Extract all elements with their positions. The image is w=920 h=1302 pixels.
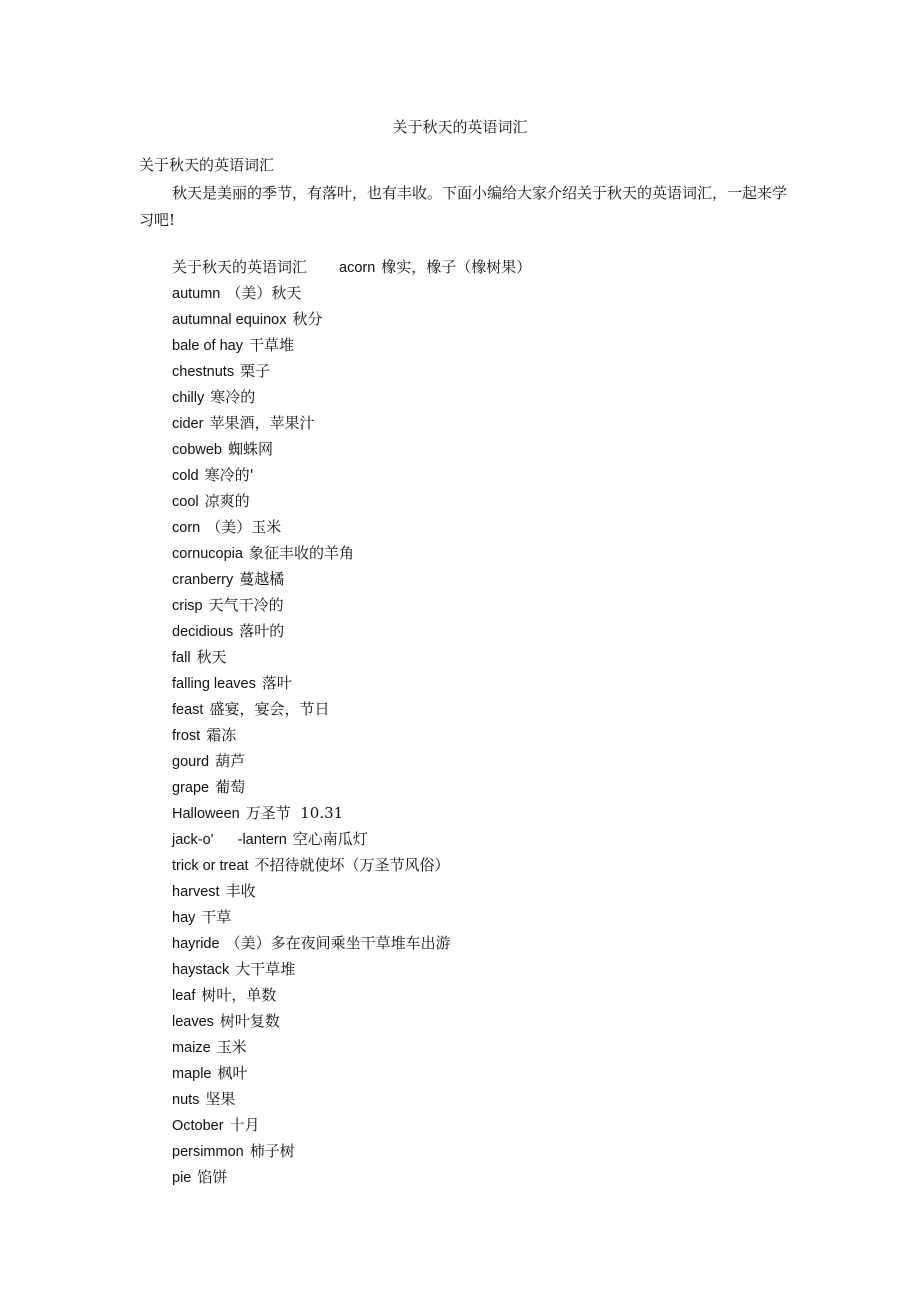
- term-zh: 苹果酒，苹果汁: [209, 414, 315, 432]
- term-zh: 橡实，橡子（橡树果）: [381, 258, 532, 276]
- term-en: cool: [172, 494, 199, 510]
- term-en: feast: [172, 702, 204, 718]
- term-zh: 树叶复数: [219, 1012, 280, 1030]
- term-zh: 秋分: [292, 310, 323, 328]
- term-zh: 十月: [229, 1116, 260, 1134]
- term-zh: 寒冷的': [204, 466, 254, 484]
- term-en: falling leaves: [172, 676, 256, 692]
- list-item: [172, 802, 531, 828]
- term-en: bale of hay: [172, 338, 243, 354]
- term-en: fall: [172, 650, 191, 666]
- term-en: acorn: [339, 260, 376, 276]
- term-en: cold: [172, 468, 199, 484]
- term-en: frost: [172, 728, 201, 744]
- term-en: chestnuts: [172, 364, 235, 380]
- term-zh: 蔓越橘: [239, 570, 285, 588]
- list-item: [172, 906, 531, 932]
- list-item: [172, 1062, 531, 1088]
- term-zh: 秋天: [196, 648, 227, 666]
- term-en: cornucopia: [172, 546, 243, 562]
- term-zh: 落叶: [261, 674, 292, 692]
- list-item: [172, 360, 531, 386]
- list-item: [172, 828, 531, 854]
- term-zh: 柿子树: [249, 1142, 295, 1160]
- term-en: hay: [172, 910, 196, 926]
- term-zh: 馅饼: [197, 1168, 228, 1186]
- section-heading: 关于秋天的英语词汇: [139, 156, 275, 174]
- term-zh: 树叶，单数: [201, 986, 277, 1004]
- list-item: [172, 256, 531, 282]
- list-item: [172, 282, 531, 308]
- term-zh: 玉米: [216, 1038, 247, 1056]
- list-item: [172, 568, 531, 594]
- list-item: [172, 516, 531, 542]
- term-en: decidious: [172, 624, 234, 640]
- list-item: [172, 464, 531, 490]
- vocabulary-list: [172, 256, 531, 1192]
- list-item: [172, 620, 531, 646]
- term-zh: 不招待就使坏（万圣节风俗）: [254, 856, 450, 874]
- list-item: [172, 1088, 531, 1114]
- term-en: jack-o' -lantern: [172, 832, 287, 848]
- term-en: pie: [172, 1170, 192, 1186]
- list-item: [172, 1114, 531, 1140]
- term-en: autumn: [172, 286, 221, 302]
- term-zh: 天气干冷的: [208, 596, 284, 614]
- term-zh: 葡萄: [215, 778, 246, 796]
- term-en: Halloween: [172, 806, 240, 822]
- list-item: [172, 334, 531, 360]
- list-item: [172, 1140, 531, 1166]
- list-heading: 关于秋天的英语词汇: [172, 258, 308, 276]
- term-en: harvest: [172, 884, 220, 900]
- term-en: nuts: [172, 1092, 200, 1108]
- term-zh: 蜘蛛网: [227, 440, 273, 458]
- list-item: [172, 1010, 531, 1036]
- term-zh: 凉爽的: [204, 492, 250, 510]
- term-zh: 栗子: [240, 362, 271, 380]
- list-item: [172, 880, 531, 906]
- list-item: [172, 750, 531, 776]
- term-en: crisp: [172, 598, 203, 614]
- list-item: [172, 542, 531, 568]
- term-zh: 空心南瓜灯: [292, 830, 368, 848]
- term-en: cobweb: [172, 442, 222, 458]
- term-en: maple: [172, 1066, 212, 1082]
- term-zh: 大干草堆: [235, 960, 296, 978]
- term-en: maize: [172, 1040, 211, 1056]
- list-item: [172, 438, 531, 464]
- document-title: 关于秋天的英语词汇: [392, 118, 528, 136]
- list-item: [172, 386, 531, 412]
- term-zh: （美）秋天: [226, 284, 302, 302]
- term-zh: 寒冷的: [210, 388, 256, 406]
- term-en: grape: [172, 780, 210, 796]
- term-zh: 干草堆: [248, 336, 294, 354]
- term-en: leaves: [172, 1014, 214, 1030]
- list-item: [172, 490, 531, 516]
- term-en: corn: [172, 520, 201, 536]
- list-item: [172, 932, 531, 958]
- list-item: [172, 984, 531, 1010]
- list-item: [172, 308, 531, 334]
- term-en: trick or treat: [172, 858, 249, 874]
- list-item: [172, 646, 531, 672]
- list-item: [172, 958, 531, 984]
- term-en: leaf: [172, 988, 196, 1004]
- term-zh: 落叶的: [239, 622, 285, 640]
- term-en: chilly: [172, 390, 205, 406]
- list-item: [172, 854, 531, 880]
- term-en: gourd: [172, 754, 210, 770]
- term-zh: 丰收: [225, 882, 256, 900]
- list-item: [172, 776, 531, 802]
- term-zh: 坚果: [205, 1090, 236, 1108]
- intro-paragraph: 秋天是美丽的季节，有落叶，也有丰收。下面小编给大家介绍关于秋天的英语词汇，一起来学习吧!: [139, 184, 788, 229]
- term-en: haystack: [172, 962, 230, 978]
- term-zh: （美）玉米: [206, 518, 282, 536]
- term-en: October: [172, 1118, 224, 1134]
- term-zh: 象征丰收的羊角: [248, 544, 354, 562]
- term-en: hayride: [172, 936, 220, 952]
- list-item: [172, 594, 531, 620]
- term-zh: 万圣节 10.31: [245, 804, 344, 822]
- term-zh: 葫芦: [215, 752, 246, 770]
- term-zh: 霜冻: [206, 726, 237, 744]
- term-en: cider: [172, 416, 204, 432]
- list-item: [172, 724, 531, 750]
- list-item: [172, 412, 531, 438]
- term-zh: 枫叶: [217, 1064, 248, 1082]
- list-item: [172, 1036, 531, 1062]
- term-zh: 盛宴，宴会，节日: [209, 700, 330, 718]
- term-zh: （美）多在夜间乘坐干草堆车出游: [225, 934, 451, 952]
- list-item: [172, 1166, 531, 1192]
- list-item: [172, 698, 531, 724]
- term-en: persimmon: [172, 1144, 244, 1160]
- term-en: autumnal equinox: [172, 312, 287, 328]
- term-zh: 干草: [201, 908, 232, 926]
- term-en: cranberry: [172, 572, 234, 588]
- list-item: [172, 672, 531, 698]
